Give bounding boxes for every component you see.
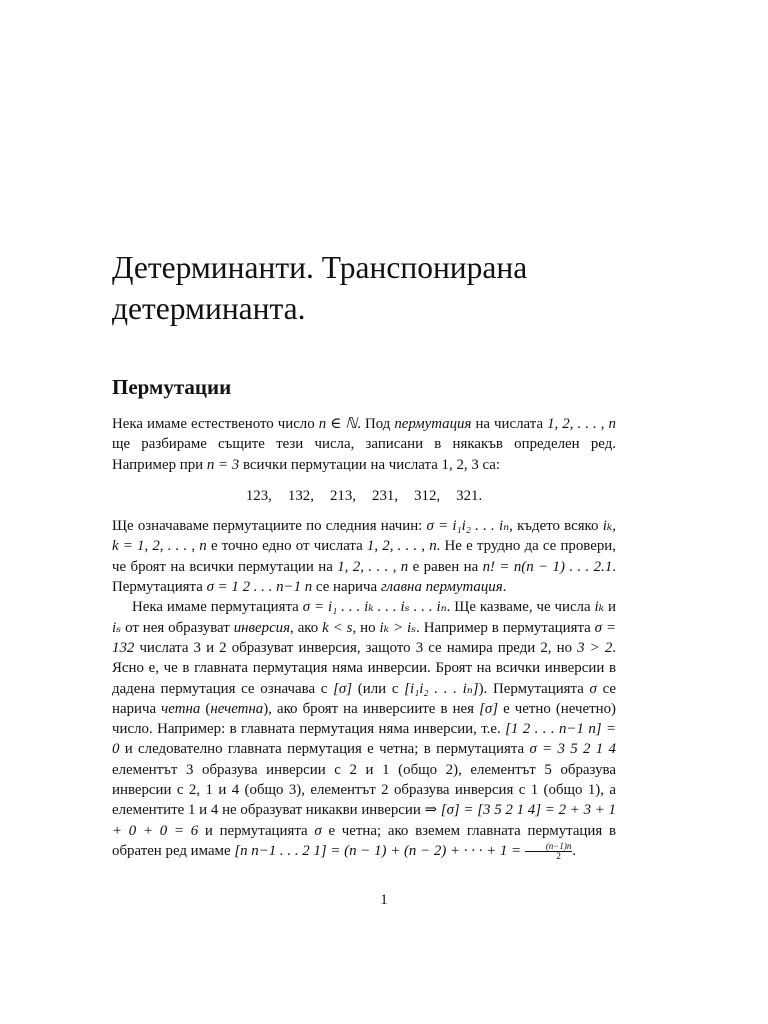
emphasized-term: пермутация bbox=[394, 416, 472, 432]
text-run: се нарича bbox=[112, 680, 617, 717]
text-run: ), ако броят на инверсиите в нея bbox=[263, 700, 480, 717]
text-run: , но bbox=[352, 619, 380, 636]
text-run: ще разбираме същите тези числа, записани в някакъв определен ред. Например при bbox=[112, 436, 616, 473]
math-expression: 1, 2, . . . , n bbox=[547, 416, 616, 432]
body-text bbox=[112, 414, 616, 861]
text-run: всички пермутации на числата bbox=[239, 456, 442, 473]
math-expression: iₖ bbox=[594, 599, 605, 616]
permutation-item: 312, bbox=[414, 487, 441, 504]
math-expression: n! = n(n − 1) . . . 2.1 bbox=[482, 558, 613, 575]
paragraph-3 bbox=[112, 597, 616, 861]
text-run: и следователно главната пермутация е четна; в пермутацията bbox=[119, 741, 530, 758]
text-run: , където всяко bbox=[509, 518, 603, 535]
math-expression: [n n−1 . . . 2 1] = (n − 1) + (n − 2) + · · · + 1 = bbox=[234, 842, 525, 859]
text-run: . Ще казваме, че числа bbox=[446, 599, 595, 616]
text-run: (или с bbox=[352, 680, 405, 697]
fraction bbox=[525, 842, 573, 861]
text-run: и пермутацията bbox=[198, 822, 315, 839]
text-run: . Не е трудно да се провери, че броят на всички пермутации на bbox=[112, 538, 616, 575]
math-expression: σ = i₁ . . . iₖ . . . iₛ . . . iₙ bbox=[302, 599, 447, 616]
math-expression: σ = 1 2 . . . n−1 n bbox=[206, 579, 313, 596]
math-expression: σ = 132 bbox=[112, 619, 616, 656]
page-number: 1 bbox=[380, 892, 388, 908]
math-expression: [σ] bbox=[479, 700, 499, 717]
text-run: Ще означаваме пермутациите по следния начин: bbox=[112, 518, 427, 535]
text-run: е равен на bbox=[408, 558, 483, 575]
text-run: е точно едно от числата bbox=[206, 538, 367, 555]
math-expression: σ bbox=[314, 822, 322, 839]
math-expression: [1 2 . . . n−1 n] = 0 bbox=[112, 721, 617, 758]
text-run: Нека имаме естественото число bbox=[112, 416, 319, 432]
math-expression: 1, 2, . . . , n bbox=[337, 558, 409, 575]
math-expression: σ = 3 5 2 1 4 bbox=[529, 741, 616, 758]
text-run: . Пермутацията bbox=[112, 558, 617, 596]
emphasized-term: нечетна bbox=[210, 700, 264, 717]
math-expression: σ bbox=[589, 680, 597, 697]
section-title: Пермутации bbox=[112, 375, 232, 399]
text-run: е четна; ако вземем главната пермутация в обратен ред имаме bbox=[112, 822, 616, 859]
text-run: . bbox=[502, 579, 507, 596]
math-expression: iₛ bbox=[112, 619, 122, 636]
math-expression: [σ] bbox=[333, 680, 353, 697]
emphasized-term: четна bbox=[161, 700, 201, 717]
emphasized-term: инверсия bbox=[233, 619, 291, 636]
text-run: , ако bbox=[290, 619, 323, 636]
text-run: на числата bbox=[471, 416, 548, 432]
text-run: и bbox=[604, 599, 616, 616]
text-run: Нека имаме пермутацията bbox=[132, 599, 303, 616]
text-run: се нарича bbox=[312, 579, 381, 596]
math-expression: n ∈ ℕ bbox=[318, 416, 358, 432]
math-expression: n = 3 bbox=[206, 456, 240, 473]
permutation-item: 123, bbox=[245, 487, 272, 504]
text-run: ( bbox=[200, 700, 211, 717]
text-run: елементът 3 образува инверсии с 2 и 1 (общо 2), елементът 5 образува инверсии с 2, 1 и 4 (общо 3), елементът 2 образува инверсия с 1 (общо 1), а елементите 1 и 4 не образуват никакви инверсии bbox=[112, 761, 616, 819]
math-expression: k < s bbox=[322, 619, 353, 636]
permutation-item: 231, bbox=[372, 487, 399, 504]
permutations-display bbox=[112, 486, 616, 506]
text-run: . Ясно е, че в главната пермутация няма инверсии. Броят на всички инверсии в дадена пермутация се означава с bbox=[112, 639, 616, 697]
permutation-item: 213, bbox=[329, 487, 356, 504]
math-expression: ⇒ [σ] = [3 5 2 1 4] = 2 + 3 + 1 + 0 + 0 = 6 bbox=[112, 802, 616, 839]
text-run: числата 3 и 2 образуват инверсия, защото 3 се намира преди 2, но bbox=[134, 639, 578, 656]
text-run: са: bbox=[478, 456, 501, 473]
fraction-denominator: 2 bbox=[556, 851, 561, 862]
math-expression: iₖ, k = 1, 2, . . . , n bbox=[112, 518, 616, 555]
text-run: . Под bbox=[357, 416, 395, 432]
text-run: ). Пермутацията bbox=[478, 680, 590, 697]
math-expression: σ = i₁i₂ . . . iₙ bbox=[426, 518, 510, 535]
paragraph-2 bbox=[112, 516, 616, 597]
math-expression: 1, 2, . . . , n bbox=[366, 538, 437, 555]
text-run: от нея образуват bbox=[121, 619, 234, 636]
permutation-item: 321. bbox=[456, 487, 483, 504]
document-title: Детерминанти. Транспонирана детерминанта. bbox=[112, 250, 528, 326]
math-expression: 3 > 2 bbox=[577, 639, 613, 656]
math-expression: 1, 2, 3 bbox=[441, 456, 479, 473]
permutation-item: 132, bbox=[287, 487, 314, 504]
emphasized-term: главна пермутация bbox=[380, 579, 503, 596]
paragraph-1 bbox=[112, 414, 616, 475]
text-run: е четно (нечетно) число. Например: в главната пермутация няма инверсии, т.е. bbox=[112, 700, 616, 738]
math-expression: iₖ > iₛ bbox=[379, 619, 417, 636]
math-expression: [i₁i₂ . . . iₙ] bbox=[404, 680, 479, 697]
text-run: . Например в пермутацията bbox=[416, 619, 595, 636]
fraction-numerator: (n−1)n bbox=[525, 842, 573, 852]
text-run: . bbox=[572, 842, 577, 859]
